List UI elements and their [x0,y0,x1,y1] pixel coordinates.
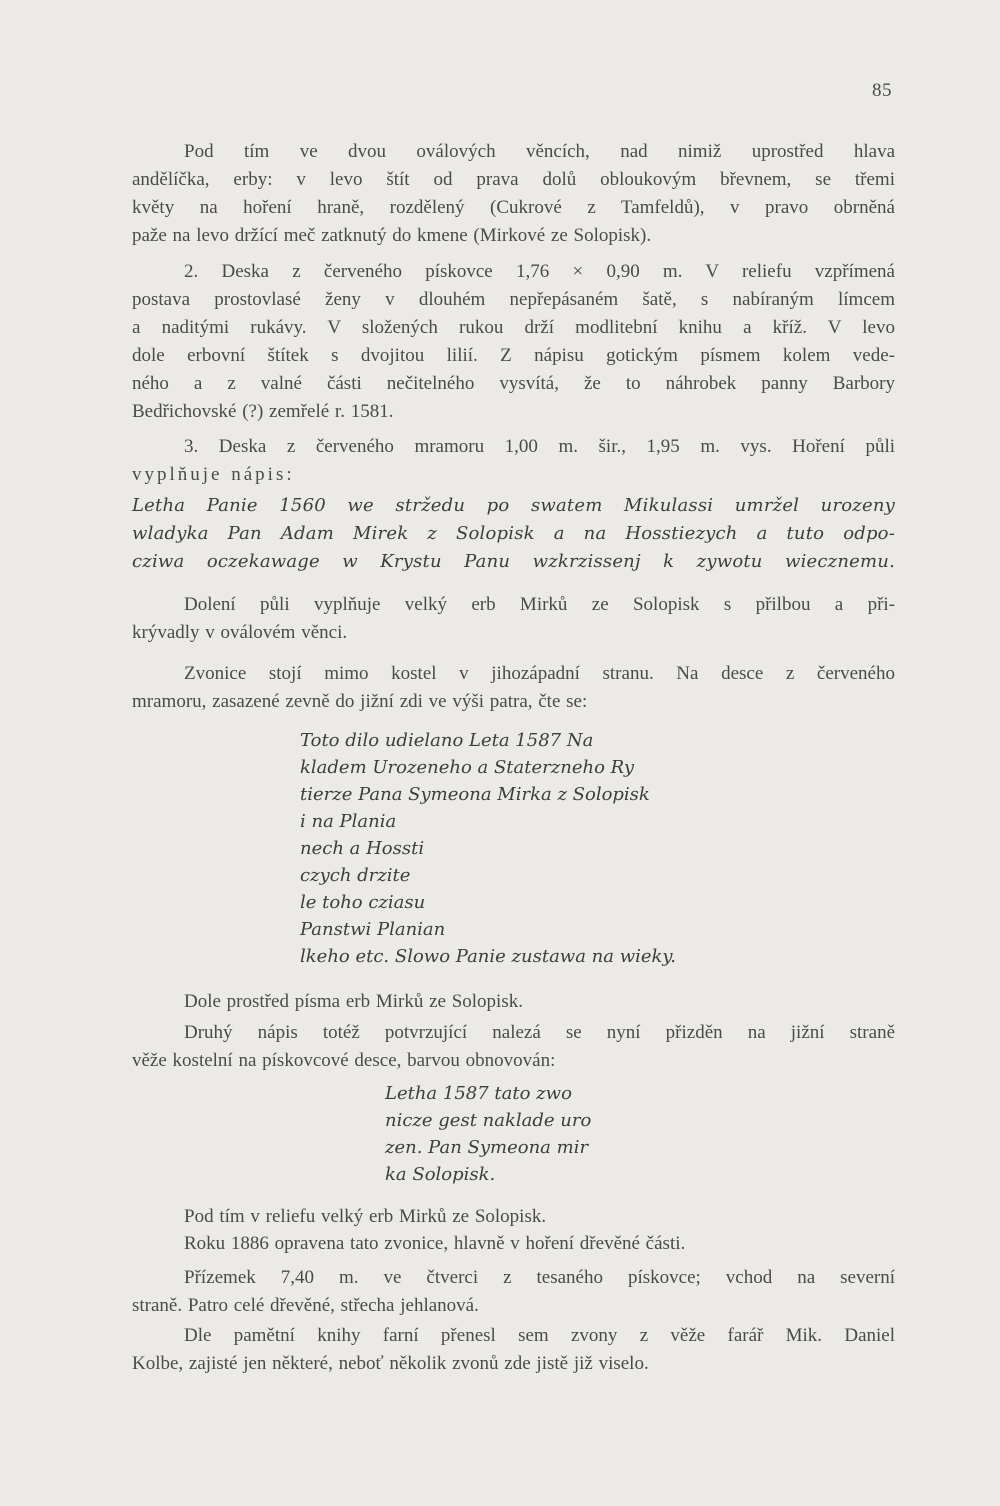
text-line: vyplňuje nápis: [132,464,295,485]
text-line: Dolení půli vyplňuje velký erb Mirků ze Solopisk s přilbou a při- [184,594,895,615]
inscription-line: Toto dilo udielano Leta 1587 Na [300,730,594,751]
paragraph-5 [132,660,895,716]
text-line: paže na levo držící meč zatknutý do kmene (Mirkové ze Solopisk). [132,225,652,246]
gothic-line: cziwa oczekawage w Krystu Panu wzkrzissenj k zywotu wiecznemu. [132,551,895,572]
text-line: 2. Deska z červeného pískovce 1,76 × 0,90 m. V reliefu vzpřímená [184,261,895,282]
text-line: Pod tím v reliefu velký erb Mirků ze Solopisk. [184,1206,547,1227]
bell-tower-inscription [300,727,676,970]
text-line: Bedřichovské (?) zemřelé r. 1581. [132,401,394,422]
text-line: Roku 1886 opravena tato zvonice, hlavně v hoření dřevěné části. [184,1233,686,1254]
inscription-line: ka Solopisk. [385,1164,496,1185]
text-line: věže kostelní na pískovcové desce, barvou obnovován: [132,1050,556,1071]
text-line: Kolbe, zajisté jen některé, neboť několik zvonů zde jistě již viselo. [132,1353,649,1374]
text-line: Dole prostřed písma erb Mirků ze Solopisk. [184,991,523,1012]
text-line: ného a z valné části nečitelného vysvítá, že to náhrobek panny Barbory [132,373,895,394]
gothic-line: Letha Panie 1560 we stržedu po swatem Mikulassi umržel urozeny [132,495,895,516]
inscription-line: le toho cziasu [300,892,426,913]
paragraph-8 [132,1203,895,1231]
text-line: dole erbovní štítek s dvojitou lilií. Z nápisu gotickým písmem kolem vede- [132,345,895,366]
inscription-line: Panstwi Planian [300,919,446,940]
inscription-line: lkeho etc. Slowo Panie zustawa na wieky. [300,946,676,967]
text-line: postava prostovlasé ženy v dlouhém nepřepásaném šatě, s nabíraným límcem [132,289,895,310]
paragraph-9 [132,1230,895,1258]
text-line: krývadly v oválovém věnci. [132,622,348,643]
inscription-line: kladem Urozeneho a Staterzneho Ry [300,757,635,778]
text-line: Zvonice stojí mimo kostel v jihozápadní stranu. Na desce z červeného [184,663,895,684]
text-line: mramoru, zasazené zevně do jižní zdi ve výši patra, čte se: [132,691,588,712]
inscription-line: czych drzite [300,865,411,886]
inscription-line: nech a Hossti [300,838,425,859]
paragraph-7 [132,1019,895,1075]
paragraph-3 [132,433,895,489]
text-line: straně. Patro celé dřevěné, střecha jehlanová. [132,1295,479,1316]
text-line: Přízemek 7,40 m. ve čtverci z tesaného pískovce; vchod na severní [184,1267,895,1288]
paragraph-10 [132,1264,895,1320]
inscription-line: nicze gest naklade uro [385,1110,592,1131]
text-line: Druhý nápis totéž potvrzující nalezá se nyní přizděn na jižní straně [184,1022,895,1043]
paragraph-2 [132,258,895,426]
text-line: Pod tím ve dvou oválových věncích, nad nimiž uprostřed hlava [184,141,895,162]
tower-second-inscription [385,1080,591,1188]
text-line: květy na hoření hraně, rozdělený (Cukrové z Tamfeldů), v pravo obrněná [132,197,895,218]
inscription-line: Letha 1587 tato zwo [385,1083,572,1104]
paragraph-11 [132,1322,895,1378]
paragraph-4 [132,591,895,647]
paragraph-1 [132,138,895,250]
gothic-line: wladyka Pan Adam Mirek z Solopisk a na Hosstiezych a tuto odpo- [132,523,895,544]
page-number: 85 [872,80,892,101]
inscription-line: i na Plania [300,811,397,832]
inscription-line: zen. Pan Symeona mir [385,1137,589,1158]
text-line: andělíčka, erby: v levo štít od prava dolů obloukovým břevnem, se třemi [132,169,895,190]
gothic-inscription-tombstone [132,492,895,576]
text-line: Dle pamětní knihy farní přenesl sem zvony z věže farář Mik. Daniel [184,1325,895,1346]
paragraph-6 [132,988,895,1016]
text-line: a naditými rukávy. V složených rukou drží modlitební knihu a kříž. V levo [132,317,895,338]
text-line: 3. Deska z červeného mramoru 1,00 m. šir., 1,95 m. vys. Hoření půli [184,436,895,457]
inscription-line: tierze Pana Symeona Mirka z Solopisk [300,784,650,805]
